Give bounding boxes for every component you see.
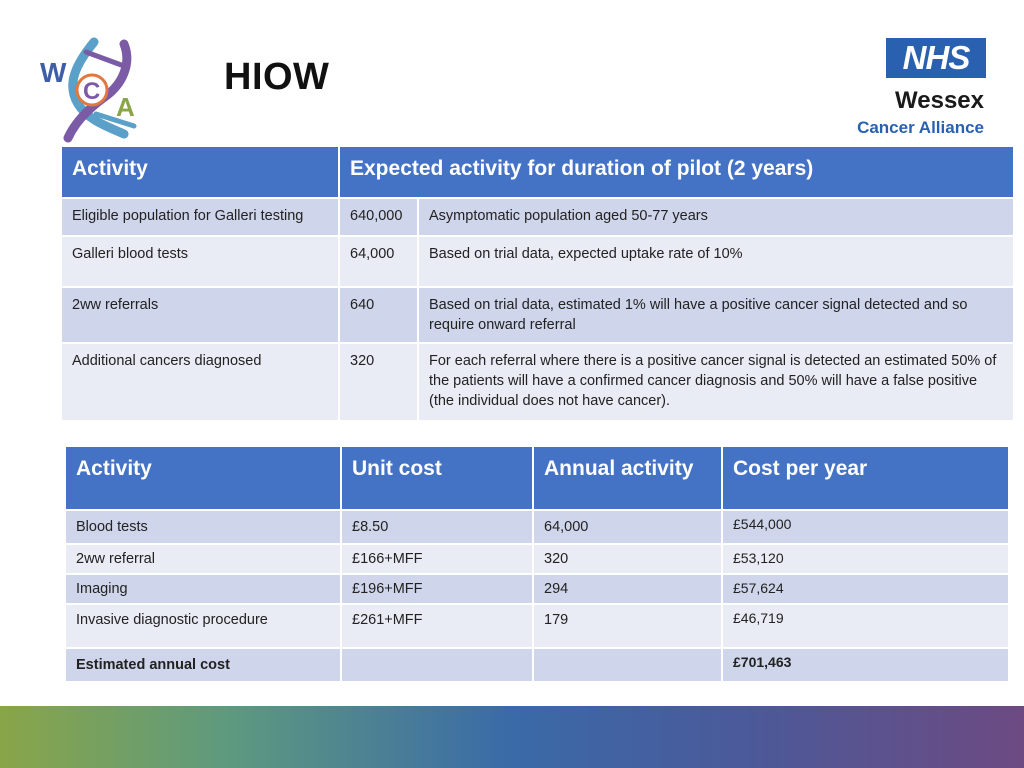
cell-cost-per-year: £544,000 (723, 511, 1008, 543)
cell-cost-per-year: £701,463 (723, 649, 1008, 681)
table-row (66, 605, 1008, 647)
cell-activity: Eligible population for Galleri testing (62, 199, 338, 235)
cell-cost-per-year: £57,624 (723, 575, 1008, 603)
cell-activity: 2ww referrals (62, 288, 338, 342)
cell-note: Asymptomatic population aged 50-77 years (419, 199, 1013, 235)
cell-annual-activity (534, 649, 721, 681)
cell-unit-cost: £261+MFF (342, 605, 532, 647)
cell-value: 640,000 (340, 199, 417, 235)
wca-letter-w: W (40, 57, 67, 88)
wca-logo (36, 34, 156, 146)
cell-unit-cost: £166+MFF (342, 545, 532, 573)
header-expected-activity: Expected activity for duration of pilot (2 years) (340, 147, 1013, 197)
table-row (62, 237, 1013, 286)
cell-unit-cost: £8.50 (342, 511, 532, 543)
table-header-row (62, 147, 1013, 197)
nhs-logo-line1: Wessex (895, 87, 984, 114)
cell-value: 320 (340, 344, 417, 420)
header-unit-cost: Unit cost (342, 447, 532, 509)
footer-gradient-bar (0, 706, 1024, 768)
cell-annual-activity: 64,000 (534, 511, 721, 543)
nhs-wessex-logo (846, 38, 986, 138)
cell-activity: Additional cancers diagnosed (62, 344, 338, 420)
page-title: HIOW (224, 56, 330, 98)
table-row (62, 288, 1013, 342)
cell-activity: Estimated annual cost (66, 649, 340, 681)
table-row (62, 199, 1013, 235)
nhs-logo-line2: Cancer Alliance (857, 118, 984, 137)
header-activity: Activity (62, 147, 338, 197)
cell-cost-per-year: £53,120 (723, 545, 1008, 573)
wca-letter-a: A (116, 92, 135, 122)
cell-activity: Invasive diagnostic procedure (66, 605, 340, 647)
annual-cost-table (64, 445, 1010, 683)
cell-unit-cost (342, 649, 532, 681)
cell-annual-activity: 179 (534, 605, 721, 647)
cell-annual-activity: 294 (534, 575, 721, 603)
cell-activity: Imaging (66, 575, 340, 603)
cell-note: Based on trial data, expected uptake rate of 10% (419, 237, 1013, 286)
cell-unit-cost: £196+MFF (342, 575, 532, 603)
table-header-row (66, 447, 1008, 509)
table-row (66, 511, 1008, 543)
cell-activity: Galleri blood tests (62, 237, 338, 286)
cell-cost-per-year: £46,719 (723, 605, 1008, 647)
nhs-mark: NHS (886, 38, 986, 78)
table-row (62, 344, 1013, 420)
cell-activity: Blood tests (66, 511, 340, 543)
cell-annual-activity: 320 (534, 545, 721, 573)
header-annual-activity: Annual activity (534, 447, 721, 509)
wca-letter-c: C (83, 78, 101, 105)
cell-value: 640 (340, 288, 417, 342)
cell-activity: 2ww referral (66, 545, 340, 573)
expected-activity-table (60, 145, 1015, 422)
header-cost-per-year: Cost per year (723, 447, 1008, 509)
table-row (66, 545, 1008, 573)
cell-value: 64,000 (340, 237, 417, 286)
header-activity: Activity (66, 447, 340, 509)
cell-note: For each referral where there is a positive cancer signal is detected an estimated 50% of the patients will have a confirmed cancer diagnosis and 50% will have a false positive (the individual does not have cancer). (419, 344, 1013, 420)
table-row (66, 575, 1008, 603)
cell-note: Based on trial data, estimated 1% will have a positive cancer signal detected and so require onward referral (419, 288, 1013, 342)
table-row-total (66, 649, 1008, 681)
